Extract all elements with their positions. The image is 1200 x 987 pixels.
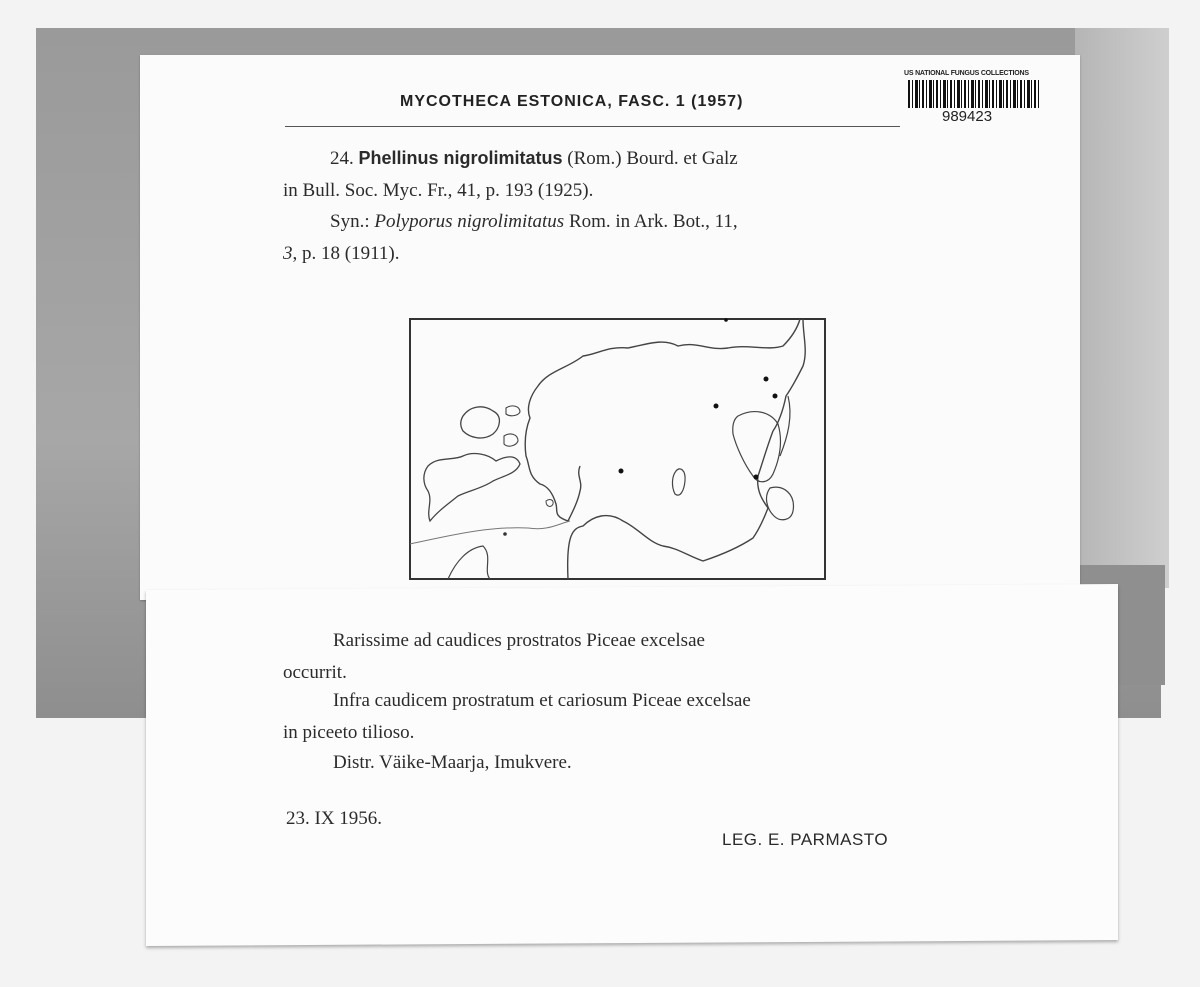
island-saaremaa [424,454,520,521]
note-line-2: occurrit. [283,662,347,683]
species-heading [330,148,738,170]
note-line-1: Rarissime ad caudices prostratos Piceae excelsae [333,630,705,651]
note-line-3: Infra caudicem prostratum et cariosum Piceae excelsae [333,690,751,711]
synonym-volume: 3 [283,243,293,264]
species-authors: (Rom.) Bourd. et Galz [567,148,738,169]
latvia-border [448,546,490,579]
folder-edge [1075,28,1169,588]
species-name: Phellinus nigrolimitatus [358,148,563,168]
synonym-pages: , p. 18 (1911). [292,243,400,264]
collection-date: 23. IX 1956. [286,808,383,829]
header-rule [285,126,900,127]
lake-pihkva [767,487,794,520]
locality-point [773,394,778,399]
barcode-caption: US NATIONAL FUNGUS COLLECTIONS [904,70,1029,77]
island-vormsi [506,406,520,416]
distribution-line: Distr. Väike-Maarja, Imukvere. [333,752,572,773]
locality-point [503,532,507,536]
island-small [546,500,553,507]
southern-border [410,521,570,544]
citation: in Bull. Soc. Myc. Fr., 41, p. 193 (1925). [283,180,594,201]
barcode-label [904,70,1044,125]
lake-peipus [733,412,781,482]
collector: LEG. E. PARMASTO [722,830,889,849]
synonym-name: Polyporus nigrolimitatus [374,211,565,232]
locality-point [724,318,728,322]
eastern-frontier [780,396,790,456]
locality-point [764,377,769,382]
barcode [908,80,1040,108]
series-title: MYCOTHECA ESTONICA, FASC. 1 (1957) [400,93,744,110]
note-line-4: in piceeto tilioso. [283,722,415,743]
lake-vortsjarv [672,469,685,495]
entry-number: 24. [330,148,354,169]
distribution-map [408,316,828,582]
island-hiiumaa [461,407,500,438]
accession-number: 989423 [942,108,993,125]
mainland-outline [525,319,805,579]
map-frame [410,319,825,579]
locality-point [714,404,719,409]
synonym-line [330,211,738,233]
synonym-citation: Rom. in Ark. Bot., 11, [568,211,738,232]
locality-point [754,475,759,480]
synonym-continuation [283,243,399,265]
locality-point [619,469,624,474]
synonym-label: Syn.: [330,211,370,232]
island-muhu [504,434,518,446]
